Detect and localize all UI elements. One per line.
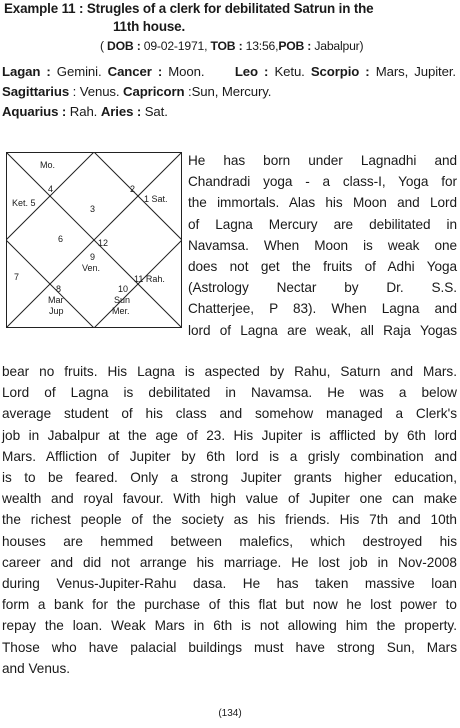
text-line: Mars. Affliction of Jupiter by 6th lord is a grisly combination and — [2, 448, 457, 464]
placement-value: Ketu. — [268, 64, 311, 79]
text-line: Chandradi yoga - a class-I, Yoga for — [188, 174, 457, 190]
tob-label: TOB : — [207, 39, 243, 53]
chart-label: Mar — [48, 295, 64, 305]
birth-details — [100, 38, 458, 54]
placement-label: Aquarius : — [2, 104, 67, 119]
placement-label: Cancer : — [107, 64, 163, 79]
chart-label: 8 — [56, 284, 62, 294]
text-line: Lord of Lagna is debilitated in Navamsa. He was a below — [2, 385, 457, 401]
text-line: form a bank for the purchase of this flat but now he lost power to — [2, 597, 457, 613]
chart-label: Mer. — [112, 306, 130, 316]
placement-label: Scorpio : — [310, 64, 370, 79]
chart-label: 1 Sat. — [144, 194, 168, 204]
placement-value: Moon. — [162, 64, 235, 79]
text-line: wealth and royal favour. With high value of Jupiter one can make — [2, 491, 457, 507]
placement-value: Rah. — [66, 104, 101, 119]
placement-label: Aries : — [100, 104, 142, 119]
chart-label: 2 — [130, 184, 136, 194]
text-line: Chatterjee, P 83). When Lagna and — [188, 301, 457, 317]
placement-label: Leo : — [234, 64, 269, 79]
placement-value: : Venus. — [69, 84, 124, 99]
pob-value: Jabalpur) — [311, 39, 364, 53]
chart-label: 4 — [48, 184, 54, 194]
chart-label: 12 — [98, 238, 109, 248]
text-line: career and did not arrange his marriage. He lost job in Nov-2008 — [2, 554, 457, 570]
placement-value: Gemini. — [50, 64, 108, 79]
text-line: Those who have palacial buildings must have strong Sun, Mars — [2, 639, 457, 655]
body-text-full-width — [2, 361, 457, 679]
chart-label: 6 — [58, 234, 64, 244]
text-line: repay the loan. Weak Mars in 6th is not allowing him the property. — [2, 618, 457, 634]
chart-label: 10 — [118, 284, 129, 294]
placement-value: Sat. — [141, 104, 168, 119]
chart-label: 3 — [90, 204, 96, 214]
chart-grid — [6, 152, 182, 328]
text-line: (Astrology Nectar by Dr. S.S. — [188, 280, 457, 296]
placement-label: Lagan : — [2, 64, 51, 79]
text-line: during Venus-Jupiter-Rahu dasa. He has taken massive loan — [2, 576, 457, 592]
text-line: job in Jabalpur at the age of 23. His Jupiter is afflicted by 6th lord — [2, 427, 457, 443]
chart-label: Mo. — [40, 160, 56, 170]
text-line: the immortals. Alas his Moon and Lord — [188, 195, 457, 211]
placement-label: Capricorn — [123, 84, 185, 99]
planet-placements — [2, 62, 456, 122]
placement-label: Sagittarius — [2, 84, 70, 99]
chart-label: 9 — [90, 252, 96, 262]
chart-label: Ven. — [82, 263, 101, 273]
placement-value: :Sun, Mercury. — [184, 84, 272, 99]
text-line: bear no fruits. His Lagna is aspected by Rahu, Saturn and Mars. — [2, 364, 457, 379]
text-line: is to be feared. Only a strong Jupiter grants higher education, — [2, 470, 457, 486]
chart-label: 11 Rah. — [134, 274, 165, 284]
birth-open-paren: ( — [100, 39, 108, 53]
text-line: the richest people of the society as his friends. His 7th and 10th — [2, 512, 457, 528]
body-text-beside-chart — [188, 150, 457, 341]
heading-line-2: 11th house. — [113, 19, 186, 34]
text-line: average student of his class and somehow managed a Clerk's — [2, 406, 457, 422]
chart-label: Jup — [49, 306, 64, 316]
text-line: lord of Lagna are weak, all Raja Yogas — [188, 322, 457, 338]
page-number: (134) — [218, 708, 242, 719]
heading-line-1: Example 11 : Strugles of a clerk for debilitated Satrun in the — [4, 1, 374, 16]
dob-value: 09-02-1971, — [140, 39, 208, 53]
chart-label: 7 — [14, 272, 20, 282]
text-line: Navamsa. When Moon is weak one — [188, 237, 457, 253]
text-line: does not get the fruits of Adhi Yoga — [188, 259, 457, 275]
tob-value: 13:56, — [242, 39, 279, 53]
pob-label: POB : — [278, 39, 312, 53]
dob-label: DOB : — [107, 39, 141, 53]
text-line: and Venus. — [2, 660, 71, 676]
text-line: houses are hemmed between malefics, which destroyed his — [2, 533, 457, 549]
birth-chart-diagram — [6, 152, 182, 328]
chart-label: Sun — [114, 295, 131, 305]
chart-label: Ket. 5 — [12, 198, 36, 208]
text-line: of Lagna Mercury are debilitated in — [188, 216, 457, 232]
placement-value: Mars, Jupiter. — [369, 64, 456, 79]
example-heading — [4, 0, 458, 36]
text-line: He has born under Lagnadhi and — [188, 153, 457, 168]
